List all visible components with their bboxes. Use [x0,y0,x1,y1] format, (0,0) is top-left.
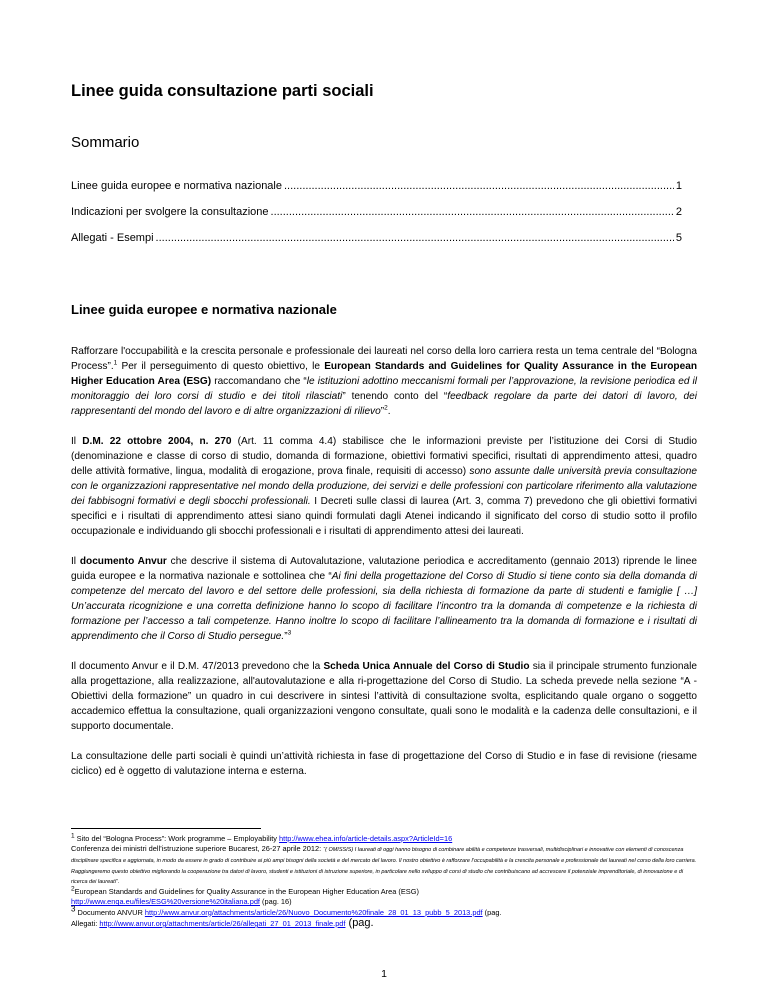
toc-entry-label[interactable]: Indicazioni per svolgere la consultazione [71,206,269,218]
table-of-contents [71,180,682,258]
paragraph-conclusion: La consultazione delle parti sociali è quindi un’attività richiesta in fase di progettazione del Corso di Studio e in fase di revisione (riesame ciclico) ed è oggetto di valutazione interna e esterna. [71,751,697,777]
footnote-3: $^3$ Documento ANVUR http://www.anvur.org/attachments/article/26/Nuovo_Documento%20finale_28_01_13_pubb_5_2013.pdf (pag. [71,904,502,917]
toc-entry-page: 5 [675,232,682,244]
page-number: 1 [381,968,387,980]
paragraph-bologna: Rafforzare l'occupabilità e la crescita personale e professionale dei laureati nel corso della loro carriera resta un tema centrale del “Bologna Process”.$^1$ Per il perseguimento di questo obiettivo, le European Standards and Guidelines for Quality Assurance in the European Higher Education Area (ESG) raccomandano che “le istituzioni adottino meccanismi formali per l’approvazione, la revisione periodica ed il monitoraggio dei loro corsi di studio e dei titoli rilasciati” tenendo conto del “feedback regolare da parte dei datori di lavoro, dei rappresentanti del mondo del lavoro e di altre organizzazioni di rilievo”$^2$. [71,346,697,417]
footnote-ref[interactable]: 3 [287,629,292,637]
footnotes [71,834,697,929]
toc-entry-label[interactable]: Linee guida europee e normativa nazionale [71,180,282,192]
toc-entry[interactable] [71,232,682,258]
toc-leader-dots [156,232,674,244]
paragraph-anvur: Il documento Anvur che descrive il sistema di Autovalutazione, valutazione periodica e accreditamento (gennaio 2013) riprende le linee guida europee e la normativa nazionale e sottolinea che “Ai fini della progettazione del Corso di Studio si tiene conto sia della domanda di competenze del mercato del lavoro e del settore delle professioni, sia della richiesta di formazione da parte di studenti e famiglie [ …] Un’accurata ricognizione e una corretta definizione hanno lo scopo di facilitare l’incontro tra la domanda di competenze e la richiesta di formazione per l’accesso a tali competenze. Hanno inoltre lo scopo di facilitare l’allineamento tra la domanda di formazione e i risultati di apprendimento che il Corso di Studio persegue.”$^3$ [71,556,698,642]
footnote-divider [71,828,261,829]
toc-heading: Sommario [71,134,140,151]
toc-entry-page: 2 [675,206,682,218]
footnote-link[interactable]: http://www.enqa.eu/files/ESG%20versione%20italiana.pdf [71,897,260,907]
footnote-1-conference: Conferenza dei ministri dell’istruzione superiore Bucarest, 26-27 aprile 2012: “( OMISSIS) I laureati di oggi hanno bisogno di combinare abilità e competenze trasversali, multidisciplinari e innovative con elementi di conoscenza disciplinare specifica e aggiornata, in modo da essere in grado di contribuire ai più ampi bisogni della società e del mercato del lavoro. Il nostro obiettivo è rafforzare l’occupabilità e la crescita personale e professionale dei laureati nel corso della loro carriera. Raggiungeremo questo obiettivo migliorando la cooperazione tra datori di lavoro, studenti e istituzioni di istruzione superiore, in particolare nello sviluppo di corsi di studio che contribuiscano ad accrescere il potenziale imprenditoriale, di innovazione e di ricerca dei laureati”. [71,844,697,886]
footnote-2: $^2$European Standards and Guidelines for Quality Assurance in the European Higher Education Area (ESG) [71,885,419,897]
footnote-1: $^1$ Sito del “Bologna Process”: Work programme – Employability http://www.ehea.info/article-details.aspx?ArticleId=16 [71,832,453,843]
body-text [71,344,697,794]
footnote-link[interactable]: http://www.anvur.org/attachments/article/26/allegati_27_01_2013_finale.pdf [99,919,346,928]
document-title: Linee guida consultazione parti sociali [71,82,374,100]
toc-leader-dots [271,206,674,218]
footnote-link[interactable]: http://www.anvur.org/attachments/article/26/Nuovo_Documento%20finale_28_01_13_pubb_5_2013.pdf [144,907,483,917]
toc-entry-page: 1 [675,180,682,192]
footnote-link[interactable]: http://www.ehea.info/article-details.aspx?ArticleId=16 [279,834,453,843]
toc-entry[interactable] [71,180,682,206]
toc-entry[interactable] [71,206,682,232]
footnote-2-link-line: http://www.enqa.eu/files/ESG%20versione%20italiana.pdf (pag. 16) [71,897,292,907]
toc-entry-label[interactable]: Allegati - Esempi [71,232,154,244]
toc-leader-dots [284,180,674,192]
paragraph-scheda-unica: Il documento Anvur e il D.M. 47/2013 prevedono che la Scheda Unica Annuale del Corso di Studio sia il principale strumento funzionale alla progettazione, alla realizzazione, all'autovalutazione e alla ri-progettazione del Corso di Studio. La scheda prevede nella sezione “A - Obiettivi della formazione” un quadro in cui descrivere in sintesi l’attività di consultazione svolta, esplicitando quale organo o soggetto accademico effettua la consultazione, quali organizzazioni vengono consultate, quali sono le modalità e la cadenza delle consultazioni, e il supporto documentale. [71,661,697,732]
footnote-3-attachments: Allegati: http://www.anvur.org/attachments/article/26/allegati_27_01_2013_finale.pdf (pag. [71,917,374,929]
section-title: Linee guida europee e normativa nazionale [71,302,337,317]
footnote-ref[interactable]: 1 [113,359,118,367]
footnote-ref[interactable]: 2 [384,404,388,412]
paragraph-dm270: Il D.M. 22 ottobre 2004, n. 270 (Art. 11 comma 4.4) stabilisce che le informazioni previste per l’istituzione dei Corsi di Studio (denominazione e classe di corso di studio, domanda di formazione, obiettivi formativi specifici, risultati di apprendimento attesi, quadro delle attività formative, lingua, modalità di erogazione, prova finale, requisiti di accesso) sono assunte dalle università previa consultazione con le organizzazioni rappresentative nel mondo della produzione, dei servizi e delle professioni con particolare riferimento alla valutazione dei fabbisogni formativi e degli sbocchi professionali. I Decreti sulle classi di laurea (Art. 3, comma 7) prevedono che gli obiettivi formativi specifici e i risultati di apprendimento attesi siano quindi formulati dagli Atenei indicando il significato del corso di studio sotto il profilo occupazionale e individuando gli sbocchi professionali e i risultati di apprendimento attesi dei laureati. [71,436,698,537]
